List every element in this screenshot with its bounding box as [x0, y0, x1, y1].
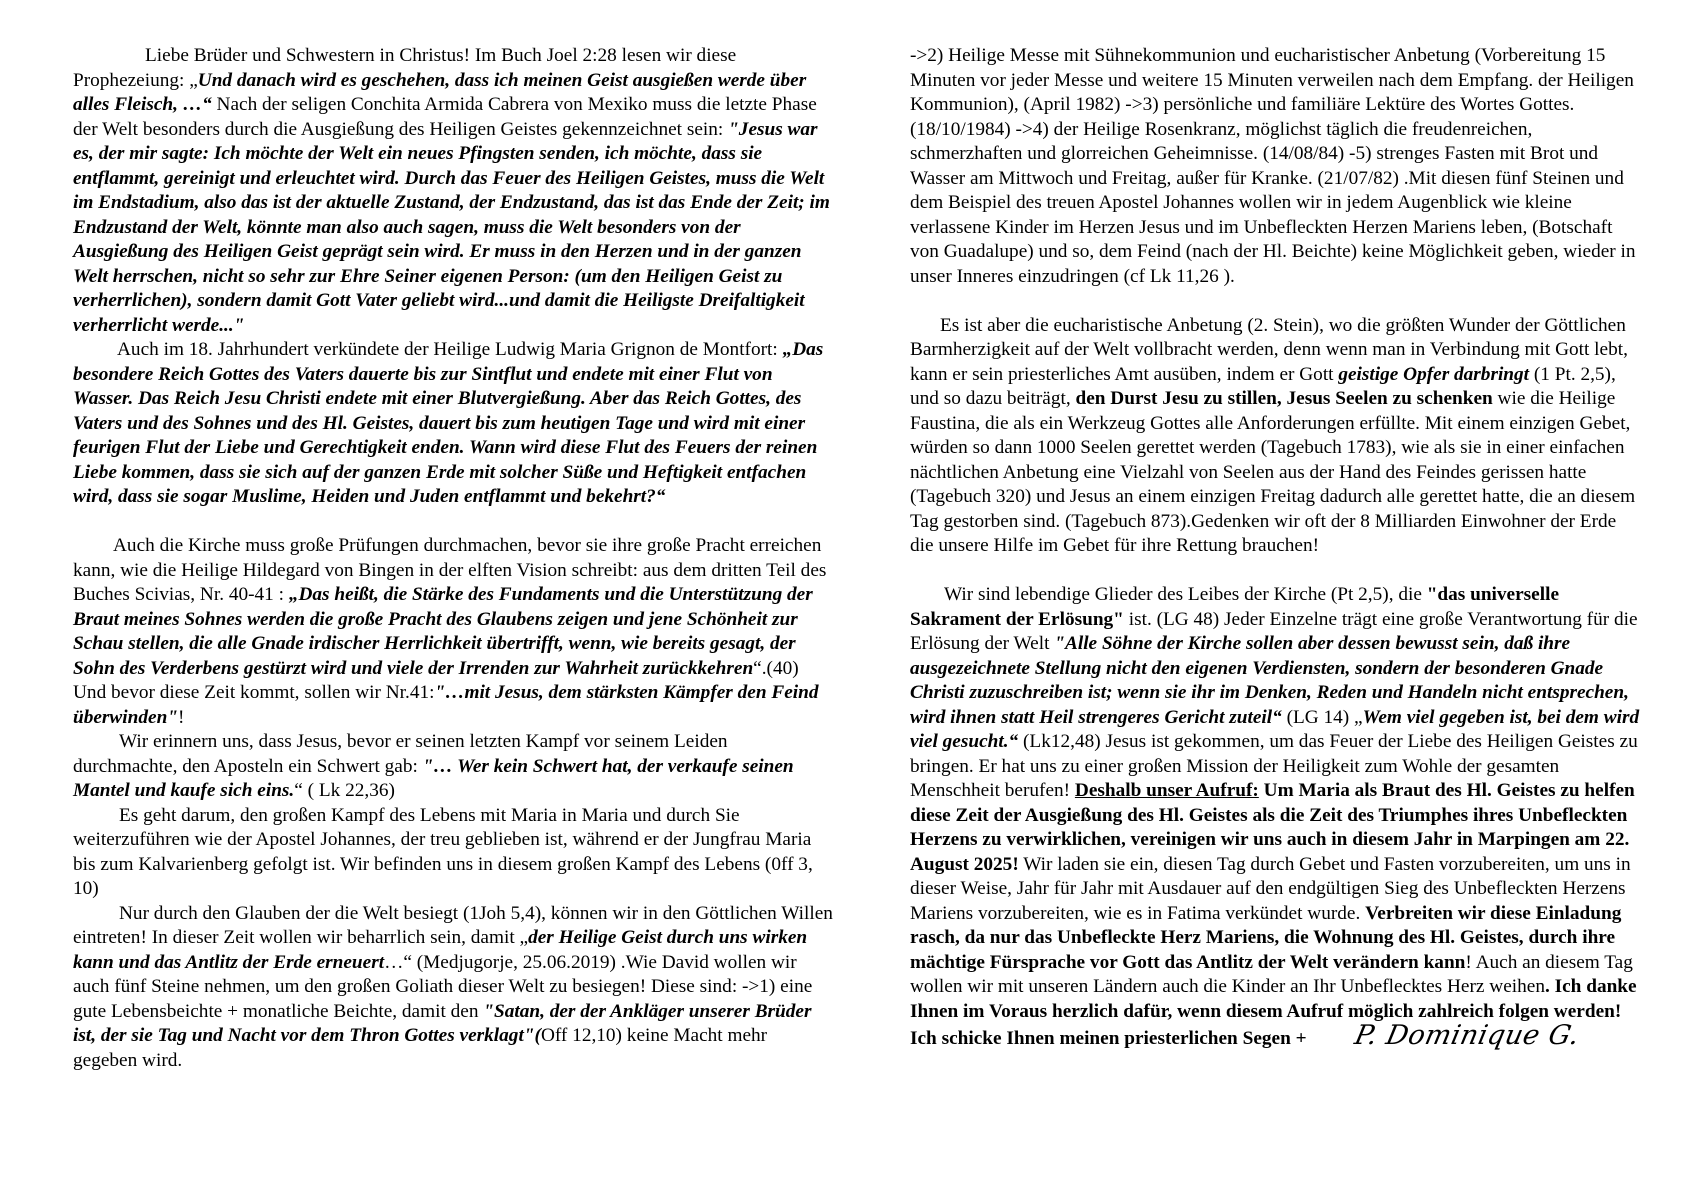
paragraph-appeal: Wir sind lebendige Glieder des Leibes der Kirche (Pt 2,5), die "das universelle Sakrament der Erlösung" ist. (LG 48) Jeder Einzelne trägt eine große Verantwortung für die Erlösung der Welt "Alle Söhne der Kirche sollen aber dessen bewusst sein, daß ihre ausgezeichnete Stellung nicht den eigenen Verdiensten, sondern der besonderen Gnade Christi zuzuschreiben ist; wenn sie ihr im Denken, Reden und Handeln nicht entsprechen, wird ihnen statt Heil strengeres Gericht zuteil“ (LG 14) „Wem viel gegeben ist, bei dem wird viel gesucht.“ (Lk12,48) Jesus ist gekommen, um das Feuer der Liebe des Heiligen Geistes zu bringen. Er hat uns zu einer großen Mission der Heiligkeit zum Wohle der gesamten Menschheit berufen! Deshalb unser Aufruf: Um Maria als Braut des Hl. Geistes zu helfen diese Zeit der Ausgießung des Hl. Geistes als die Zeit des Triumphes ihres Unbefleckten Herzens zu verwirklichen, vereinigen wir uns auch in diesem Jahr in Marpingen am 22. August 2025! Wir laden sie ein, diesen Tag durch Gebet und Fasten vorzubereiten, um uns in dieser Weise, Jahr für Jahr mit Ausdauer auf den endgültigen Sieg des Unbefleckten Herzens Mariens vorzubereiten, wie es in Fatima verkündet wurde. Verbreiten wir diese Einladung rasch, da nur das Unbefleckte Herz Mariens, die Wohnung des Hl. Geistes, durch ihre mächtige Fürsprache vor Gott das Antlitz der Welt verändern kann! Auch an diesem Tag wollen wir mit unseren Ländern auch die Kinder an Ihr Unbeflecktes Herz weihen. Ich danke Ihnen im Voraus herzlich dafür, wenn diesem Aufruf möglich zahlreich folgen werden! Ich schicke Ihnen meinen priesterlichen Segen + P. Dominique G.: [910, 584, 1640, 1051]
paragraph-gap: [910, 559, 1640, 584]
paragraph-battle: Es geht darum, den großen Kampf des Lebens mit Maria in Maria und durch Sie weiterzuführen wie der Apostel Johannes, der treu geblieben ist, während er der Jungfrau Maria bis zum Kalvarienberg gefolgt ist. Wir befinden uns in diesem großen Kampf des Lebens (0ff 3, 10): [73, 804, 813, 899]
paragraph-joel: Liebe Brüder und Schwestern in Christus! Im Buch Joel 2:28 lesen wir diese Prophezeiung: „Und danach wird es geschehen, dass ich meinen Geist ausgießen werde über alles Fleisch, …“ Nach der seligen Conchita Armida Cabrera von Mexiko muss die letzte Phase der Welt besonders durch die Ausgießung des Heiligen Geistes gekennzeichnet sein: "Jesus war es, der mir sagte: Ich möchte der Welt ein neues Pfingsten senden, ich möchte, dass sie entflammt, gereinigt und erleuchtet wird. Durch das Feuer des Heiligen Geistes, muss die Welt im Endstadium, also das ist der aktuelle Zustand, der Endzustand, das ist das Ende der Zeit; im Endzustand der Welt, könnte man also auch sagen, muss die Welt besonders von der Ausgießung des Heiligen Geist geprägt sein wird. Er muss in den Herzen und in der ganzen Welt herrschen, nicht so sehr zur Ehre Seiner eigenen Person: (um den Heiligen Geist zu verherrlichen), sondern damit Gott Vater geliebt wird...und damit die Heiligste Dreifaltigkeit verherrlicht werde...": [73, 45, 830, 336]
paragraph-montfort: Auch im 18. Jahrhundert verkündete der Heilige Ludwig Maria Grignon de Montfort: „Das besondere Reich Gottes des Vaters dauerte bis zur Sintflut und endete mit einer Flut von Wasser. Das Reich Jesu Christi endete mit einer Blutvergießung. Aber das Reich Gottes, des Vaters und des Sohnes und des Hl. Geistes, dauert bis zum heutigen Tage und wird mit einer feurigen Flut der Liebe und Gerechtigkeit enden. Wann wird diese Flut des Feuers der reinen Liebe kommen, dass sie sich auf der ganzen Erde mit solcher Süße und Heftigkeit entfachen wird, dass sie sogar Muslime, Heiden und Juden entflammt und bekehrt?“: [73, 339, 824, 507]
paragraph-faith: Nur durch den Glauben der die Welt besiegt (1Joh 5,4), können wir in den Göttlichen Willen eintreten! In dieser Zeit wollen wir beharrlich sein, damit „der Heilige Geist durch uns wirken kann und das Antlitz der Erde erneuert…“ (Medjugorje, 25.06.2019) .Wie David wollen wir auch fünf Steine nehmen, um den großen Goliath dieser Welt zu besiegen! Diese sind: ->1) eine gute Lebensbeichte + monatliche Beichte, damit den "Satan, der der Ankläger unserer Brüder ist, der sie Tag und Nacht vor dem Thron Gottes verklagt"(Off 12,10) keine Macht mehr gegeben wird.: [73, 902, 833, 1071]
paragraph-adoration: Es ist aber die eucharistische Anbetung (2. Stein), wo die größten Wunder der Göttlichen Barmherzigkeit auf der Welt vollbracht werden, denn wenn man in Verbindung mit Gott lebt, kann er sein priesterliches Amt ausüben, indem er Gott geistige Opfer darbringt (1 Pt. 2,5), und so dazu beiträgt, den Durst Jesu zu stillen, Jesus Seelen zu schenken wie die Heilige Faustina, die als ein Werkzeug Gottes alle Anforderungen erfüllte. Mit einem einzigen Gebet, würden so dann 1000 Seelen gerettet werden (Tagebuch 1783), wie als sie in einer einfachen nächtlichen Anbetung eine Vielzahl von Seelen aus der Hand des Feindes gerissen hatte (Tagebuch 320) und Jesus an einem einzigen Freitag dadurch alle gerettet hatte, die an diesem Tag gestorben sind. (Tagebuch 873).Gedenken wir oft der 8 Milliarden Einwohner der Erde die unsere Hilfe im Gebet für ihre Rettung brauchen!: [910, 314, 1636, 556]
right-column: [910, 44, 1640, 1052]
paragraph-hildegard: Auch die Kirche muss große Prüfungen durchmachen, bevor sie ihre große Pracht erreichen kann, wie die Heilige Hildegard von Bingen in der elften Vision schreibt: aus dem dritten Teil des Buches Scivias, Nr. 40-41 : „Das heißt, die Stärke des Fundaments und die Unterstützung der Braut meines Sohnes werden die große Pracht des Glaubens zeigen und jene Schönheit zur Schau stellen, die alle Gnade irdischer Herrlichkeit übertrifft, wenn, wie bereits gesagt, der Sohn des Verderbens gestürzt wird und viele der Irrenden zur Wahrheit zurückkehren“.(40) Und bevor diese Zeit kommt, sollen wir Nr.41:"…mit Jesus, dem stärksten Kämpfer den Feind überwinden"!: [73, 535, 827, 728]
paragraph-stones: ->2) Heilige Messe mit Sühnekommunion und eucharistischer Anbetung (Vorbereitung 15 Minuten vor jeder Messe und weitere 15 Minuten verweilen nach dem Empfang. der Heiligen Kommunion), (April 1982) ->3) persönliche und familiäre Lektüre des Wortes Gottes. (18/10/1984) ->4) der Heilige Rosenkranz, möglichst täglich die freudenreichen, schmerzhaften und glorreichen Geheimnisse. (14/08/84) -5) strenges Fasten mit Brot und Wasser am Mittwoch und Freitag, außer für Kranke. (21/07/82) .Mit diesen fünf Steinen und dem Beispiel des treuen Apostel Johannes wollen wir in jedem Augenblick wie kleine verlassene Kinder im Herzen Jesus und im Unbefleckten Herzen Mariens leben, (Botschaft von Guadalupe) und so, dem Feind (nach der Hl. Beichte) keine Möglichkeit geben, wieder in unser Inneres einzudringen (cf Lk 11,26 ).: [910, 45, 1636, 287]
left-column: [73, 44, 833, 1073]
paragraph-sword: Wir erinnern uns, dass Jesus, bevor er seinen letzten Kampf vor seinem Leiden durchmachte, den Aposteln ein Schwert gab: "… Wer kein Schwert hat, der verkaufe seinen Mantel und kaufe sich eins.“ ( Lk 22,36): [73, 731, 794, 801]
paragraph-gap: [910, 289, 1640, 314]
paragraph-gap: [73, 510, 833, 535]
signature: P. Dominique G.: [1351, 1020, 1583, 1051]
